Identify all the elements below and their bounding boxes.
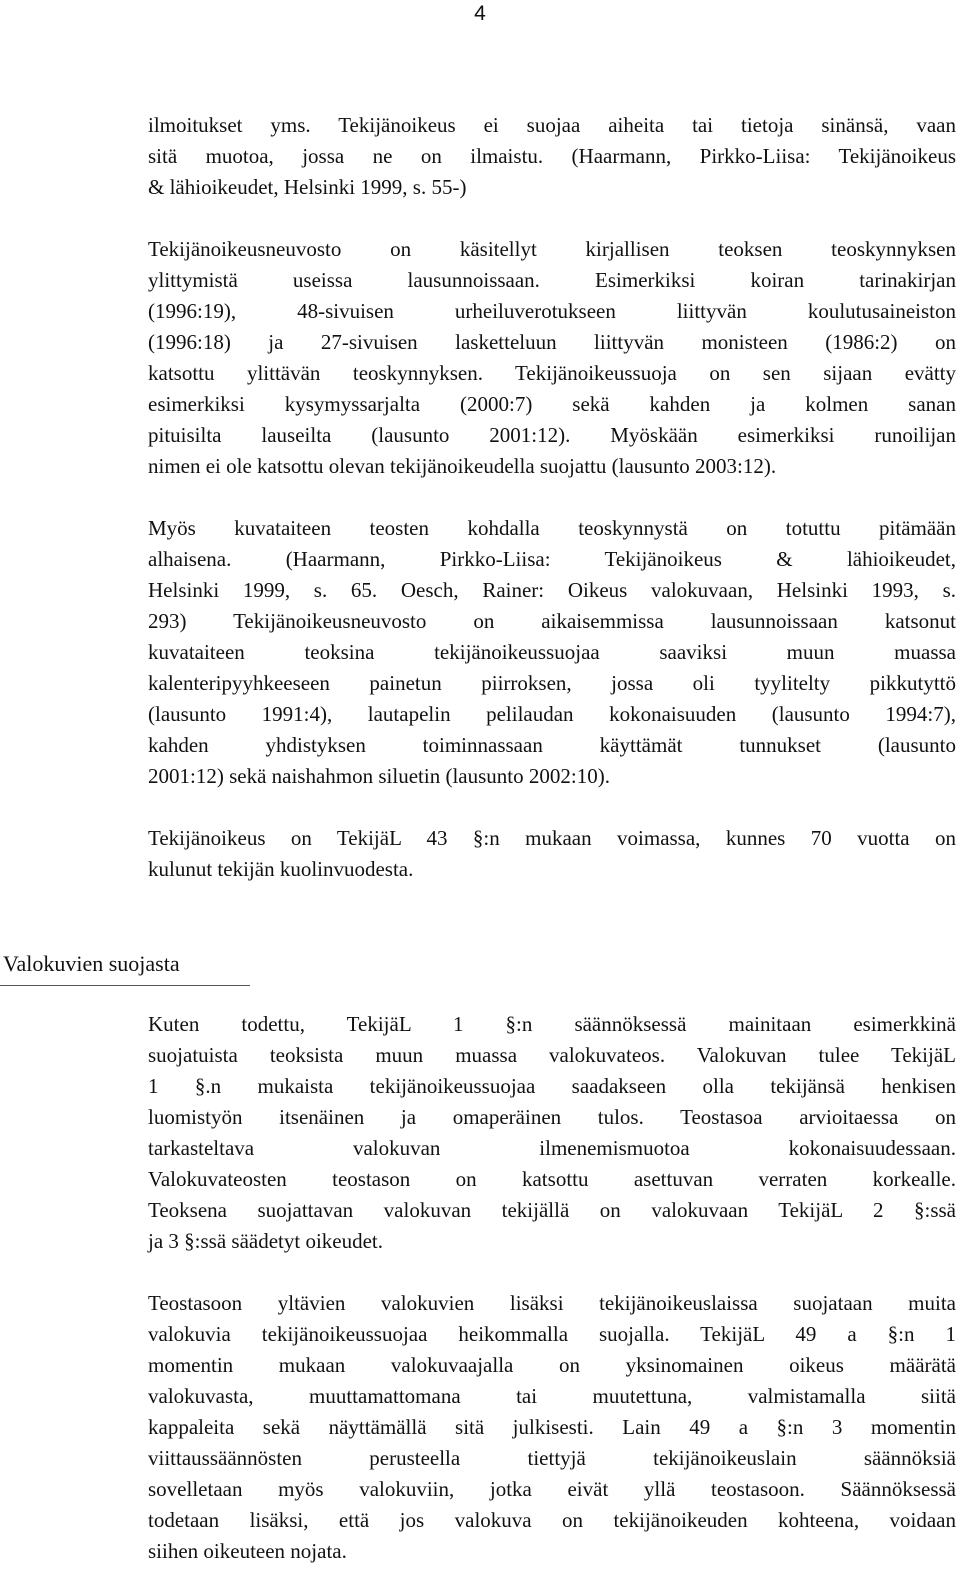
text-line: Helsinki 1999, s. 65. Oesch, Rainer: Oikeus valokuvaan, Helsinki 1993, s. <box>148 578 956 602</box>
text-line: 293) Tekijänoikeusneuvosto on aikaisemmissa lausunnoissaan katsonut <box>148 609 956 633</box>
text-line: katsottu ylittävän teoskynnyksen. Tekijänoikeussuoja on sen sijaan evätty <box>148 361 956 385</box>
text-line: Teostasoon yltävien valokuvien lisäksi tekijänoikeuslaissa suojataan muita <box>148 1291 956 1315</box>
text-line: 2001:12) sekä naishahmon siluetin (lausunto 2002:10). <box>148 764 610 788</box>
text-line: alhaisena. (Haarmann, Pirkko-Liisa: Tekijänoikeus & lähioikeudet, <box>148 547 956 571</box>
text-line: ilmoitukset yms. Tekijänoikeus ei suojaa aiheita tai tietoja sinänsä, vaan <box>148 113 956 137</box>
text-line: kappaleita sekä näyttämällä sitä julkisesti. Lain 49 a §:n 3 momentin <box>148 1415 956 1439</box>
text-line: momentin mukaan valokuvaajalla on yksinomainen oikeus määrätä <box>148 1353 956 1377</box>
text-line: kahden yhdistyksen toiminnassaan käyttämät tunnukset (lausunto <box>148 733 956 757</box>
text-line: (1996:18) ja 27-sivuisen lasketteluun liittyvän monisteen (1986:2) on <box>148 330 956 354</box>
text-line: nimen ei ole katsottu olevan tekijänoikeudella suojattu (lausunto 2003:12). <box>148 454 777 478</box>
paragraph-3 <box>148 513 956 792</box>
text-line: Tekijänoikeusneuvosto on käsitellyt kirjallisen teoksen teoskynnyksen <box>148 237 956 261</box>
text-line: ja 3 §:ssä säädetyt oikeudet. <box>148 1229 384 1253</box>
text-line: kulunut tekijän kuolinvuodesta. <box>148 857 414 881</box>
text-line: todetaan lisäksi, että jos valokuva on tekijänoikeuden kohteena, voidaan <box>148 1508 956 1532</box>
text-line: Teoksena suojattavan valokuvan tekijällä on valokuvaan TekijäL 2 §:ssä <box>148 1198 956 1222</box>
text-line: siihen oikeuteen nojata. <box>148 1539 347 1563</box>
text-line: kuvataiteen teoksina tekijänoikeussuojaa saaviksi muun muassa <box>148 640 956 664</box>
text-line: sitä muotoa, jossa ne on ilmaistu. (Haarmann, Pirkko-Liisa: Tekijänoikeus <box>148 144 956 168</box>
section-paragraph-2 <box>148 1288 956 1567</box>
text-line: viittaussäännösten perusteella tiettyjä tekijänoikeuslain säännöksiä <box>148 1446 956 1470</box>
text-line: Tekijänoikeus on TekijäL 43 §:n mukaan voimassa, kunnes 70 vuotta on <box>148 826 956 850</box>
text-line: ylittymistä useissa lausunnoissaan. Esimerkiksi koiran tarinakirjan <box>148 268 956 292</box>
text-line: 1 §.n mukaista tekijänoikeussuojaa saadakseen olla tekijänsä henkisen <box>148 1074 956 1098</box>
text-line: Myös kuvataiteen teosten kohdalla teoskynnystä on totuttu pitämään <box>148 516 956 540</box>
text-line: valokuvasta, muuttamattomana tai muutettuna, valmistamalla siitä <box>148 1384 956 1408</box>
text-line: Valokuvateosten teostason on katsottu asettuvan verraten korkealle. <box>148 1167 956 1191</box>
text-line: suojatuista teoksista muun muassa valokuvateos. Valokuvan tulee TekijäL <box>148 1043 956 1067</box>
paragraph-2 <box>148 234 956 482</box>
text-line: kalenteripyyhkeeseen painetun piirroksen, jossa oli tyylitelty pikkutyttö <box>148 671 956 695</box>
text-line: sovelletaan myös valokuviin, jotka eivät yllä teostasoon. Säännöksessä <box>148 1477 956 1501</box>
section-heading: Valokuvien suojasta <box>3 951 180 976</box>
text-line: (lausunto 1991:4), lautapelin pelilaudan kokonaisuuden (lausunto 1994:7), <box>148 702 956 726</box>
text-line: Kuten todettu, TekijäL 1 §:n säännöksessä mainitaan esimerkkinä <box>148 1012 956 1036</box>
section-heading-underline <box>0 985 250 986</box>
text-line: (1996:19), 48-sivuisen urheiluverotukseen liittyvän koulutusaineiston <box>148 299 956 323</box>
text-line: esimerkiksi kysymyssarjalta (2000:7) sekä kahden ja kolmen sanan <box>148 392 956 416</box>
text-line: pituisilta lauseilta (lausunto 2001:12). Myöskään esimerkiksi runoilijan <box>148 423 956 447</box>
page-number: 4 <box>474 2 486 25</box>
text-line: luomistyön itsenäinen ja omaperäinen tulos. Teostasoa arvioitaessa on <box>148 1105 956 1129</box>
paragraph-1 <box>148 110 956 203</box>
paragraph-4 <box>148 823 956 885</box>
text-line: tarkasteltava valokuvan ilmenemismuotoa kokonaisuudessaan. <box>148 1136 956 1160</box>
text-line: valokuvia tekijänoikeussuojaa heikommalla suojalla. TekijäL 49 a §:n 1 <box>148 1322 956 1346</box>
text-line: & lähioikeudet, Helsinki 1999, s. 55-) <box>148 175 467 199</box>
section-paragraph-1 <box>148 1009 956 1257</box>
